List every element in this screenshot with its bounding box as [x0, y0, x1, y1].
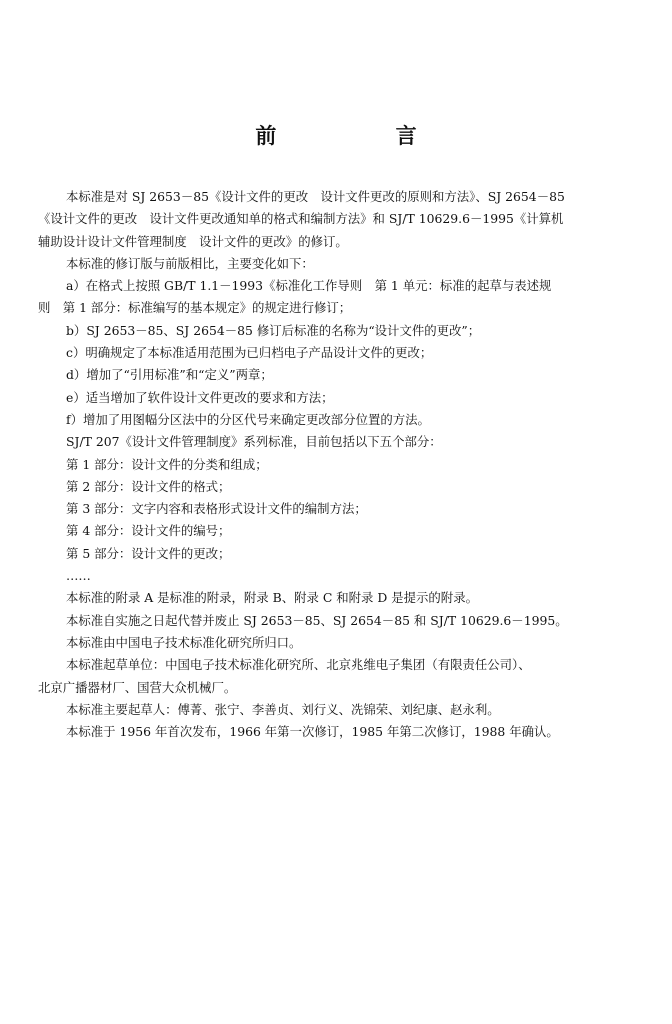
text-line: e）适当增加了软件设计文件更改的要求和方法； — [66, 389, 334, 405]
text-line: 《设计文件的更改 设计文件更改通知单的格式和编制方法》和 SJ/T 10629.6－1995《计算机 — [38, 211, 564, 227]
text-line: c）明确规定了本标准适用范围为已归档电子产品设计文件的更改； — [66, 345, 433, 361]
text-line: 第 3 部分：文字内容和表格形式设计文件的编制方法； — [66, 501, 367, 517]
text-line: 本标准的附录 A 是标准的附录，附录 B、附录 C 和附录 D 是提示的附录。 — [66, 590, 478, 606]
text-line: 第 5 部分：设计文件的更改； — [66, 545, 231, 561]
text-line: 本标准起草单位：中国电子技术标准化研究所、北京兆维电子集团（有限责任公司）、 — [66, 657, 531, 673]
text-line: 第 1 部分：设计文件的分类和组成； — [66, 456, 268, 472]
text-line: 本标准自实施之日起代替并废止 SJ 2653－85、SJ 2654－85 和 SJ/T 10629.6－1995。 — [66, 612, 568, 628]
text-line: 北京广播器材厂、国营大众机械厂。 — [38, 679, 237, 695]
text-line: 第 4 部分：设计文件的编号； — [66, 523, 231, 539]
text-line: b）SJ 2653－85、SJ 2654－85 修订后标准的名称为“设计文件的更改”； — [66, 322, 481, 338]
page-title: 前 言 — [255, 124, 473, 148]
text-line: SJ/T 207《设计文件管理制度》系列标准，目前包括以下五个部分： — [66, 434, 442, 450]
text-line: f）增加了用图幅分区法中的分区代号来确定更改部分位置的方法。 — [66, 411, 430, 427]
document-body — [38, 186, 632, 743]
text-line: 辅助设计设计文件管理制度 设计文件的更改》的修订。 — [38, 233, 348, 249]
text-line: 本标准由中国电子技术标准化研究所归口。 — [66, 634, 302, 650]
text-line: 本标准主要起草人：傅菁、张宁、李善贞、刘行义、冼锦荣、刘纪康、赵永利。 — [66, 701, 500, 717]
text-line: 本标准于 1956 年首次发布，1966 年第一次修订，1985 年第二次修订，1988 年确认。 — [66, 724, 559, 740]
text-line: 则 第 1 部分：标准编写的基本规定》的规定进行修订； — [38, 300, 352, 316]
text-line: …… — [66, 568, 91, 584]
text-line: 第 2 部分：设计文件的格式； — [66, 478, 231, 494]
text-line: d）增加了“引用标准”和“定义”两章； — [66, 367, 273, 383]
text-line: 本标准是对 SJ 2653－85《设计文件的更改 设计文件更改的原则和方法》、SJ 2654－85 — [66, 189, 565, 204]
text-line: 本标准的修订版与前版相比，主要变化如下： — [66, 255, 314, 271]
text-line: a）在格式上按照 GB/T 1.1－1993《标准化工作导则 第 1 单元：标准的起草与表述规 — [66, 278, 552, 294]
